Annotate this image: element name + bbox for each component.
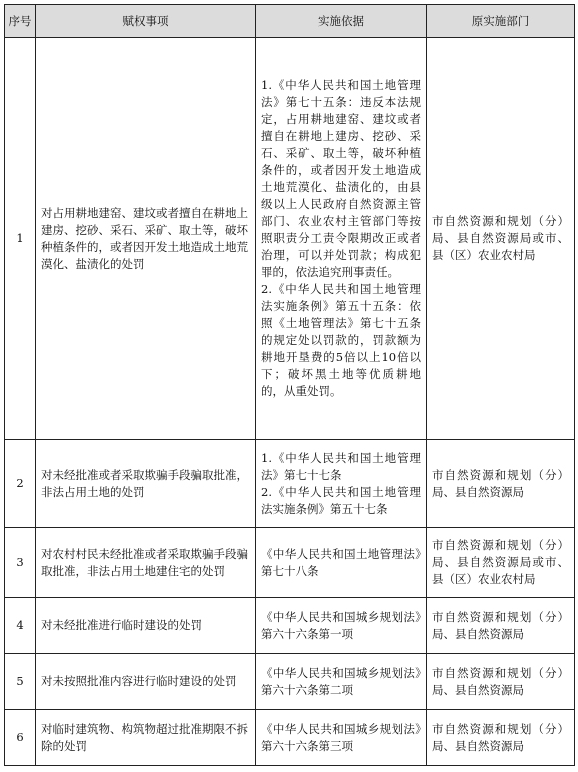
row-no: 4: [5, 598, 36, 654]
row-no: 3: [5, 528, 36, 598]
basis-paragraph: 《中华人民共和国城乡规划法》第六十六条第二项: [261, 665, 421, 697]
row-dept: 市自然资源和规划（分）局、县自然资源局或市、县（区）农业农村局: [427, 528, 575, 598]
header-no: 序号: [5, 5, 36, 38]
row-basis: [256, 598, 427, 654]
row-item: 对未按照批准内容进行临时建设的处罚: [36, 654, 256, 710]
table-row: [5, 654, 575, 710]
table-row: [5, 528, 575, 598]
row-basis: [256, 38, 427, 440]
row-dept: 市自然资源和规划（分）局、县自然资源局: [427, 440, 575, 528]
row-basis: [256, 710, 427, 766]
row-dept: 市自然资源和规划（分）局、县自然资源局: [427, 598, 575, 654]
row-item: 对占用耕地建窑、建坟或者擅自在耕地上建房、挖砂、采石、采矿、取土等，破坏种植条件的，或者因开发土地造成土地荒漠化、盐渍化的处罚: [36, 38, 256, 440]
header-item: 赋权事项: [36, 5, 256, 38]
header-dept: 原实施部门: [427, 5, 575, 38]
table-row: [5, 710, 575, 766]
row-basis: [256, 654, 427, 710]
basis-paragraph: 《中华人民共和国城乡规划法》第六十六条第一项: [261, 609, 421, 641]
row-no: 2: [5, 440, 36, 528]
row-no: 1: [5, 38, 36, 440]
row-dept: 市自然资源和规划（分）局、县自然资源局: [427, 654, 575, 710]
row-item: 对临时建筑物、构筑物超过批准期限不拆除的处罚: [36, 710, 256, 766]
row-item: 对农村村民未经批准或者采取欺骗手段骗取批准，非法占用土地建住宅的处罚: [36, 528, 256, 598]
table-row: [5, 440, 575, 528]
row-item: 对未经批准或者采取欺骗手段骗取批准，非法占用土地的处罚: [36, 440, 256, 528]
row-no: 6: [5, 710, 36, 766]
basis-paragraph: 《中华人民共和国土地管理法》第七十八条: [261, 546, 421, 578]
row-dept: 市自然资源和规划（分）局、县自然资源局或市、县（区）农业农村局: [427, 38, 575, 440]
row-no: 5: [5, 654, 36, 710]
row-dept: 市自然资源和规划（分）局、县自然资源局: [427, 710, 575, 766]
basis-paragraph: 1.《中华人民共和国土地管理法》第七十七条: [261, 450, 421, 482]
basis-paragraph: 《中华人民共和国城乡规划法》第六十六条第三项: [261, 721, 421, 753]
row-basis: [256, 440, 427, 528]
row-basis: [256, 528, 427, 598]
table-row: [5, 598, 575, 654]
table-header-row: [5, 5, 575, 38]
authority-table: [4, 4, 575, 766]
header-basis: 实施依据: [256, 5, 427, 38]
basis-paragraph: 1.《中华人民共和国土地管理法》第七十五条：违反本法规定，占用耕地建窑、建坟或者擅自在耕地上建房、挖砂、采石、采矿、取土等，破坏种植条件的，或者因开发土地造成土地荒漠化、盐渍化的，由县级以上人民政府自然资源主管部门、农业农村主管部门等按照职责分工责令限期改正或者治理，可以并处罚款；构成犯罪的，依法追究刑事责任。: [261, 78, 421, 279]
basis-paragraph: 2.《中华人民共和国土地管理法实施条例》第五十五条：依照《土地管理法》第七十五条的规定处以罚款的，罚款额为耕地开垦费的5倍以上10倍以下；破坏黑土地等优质耕地的，从重处罚。: [261, 282, 421, 398]
table-row: [5, 38, 575, 440]
row-item: 对未经批准进行临时建设的处罚: [36, 598, 256, 654]
basis-paragraph: 2.《中华人民共和国土地管理法实施条例》第五十七条: [261, 484, 421, 516]
